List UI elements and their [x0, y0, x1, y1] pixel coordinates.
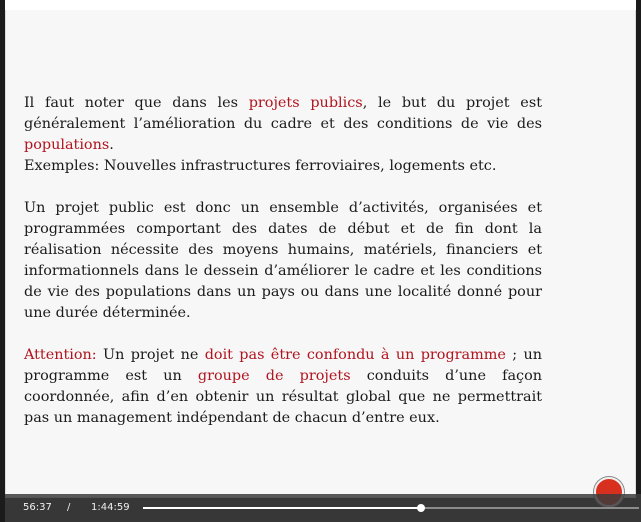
highlight-projets-publics: projets publics	[248, 95, 363, 111]
text: , le but du projet est généralement l’amélioration du cadre et des conditions de vie des	[24, 95, 542, 132]
progress-handle[interactable]	[417, 504, 425, 512]
paragraph-attention	[24, 345, 542, 429]
progress-track[interactable]	[143, 507, 639, 509]
current-time: 56:37	[23, 502, 52, 513]
text: Il faut noter que dans les	[24, 95, 249, 111]
player-controls	[5, 494, 641, 522]
slide-top-strip	[5, 0, 636, 10]
highlight-groupe-projets: groupe de projets	[197, 368, 351, 384]
examples-line: Exemples: Nouvelles infrastructures ferroviaires, logements etc.	[24, 158, 497, 174]
text: .	[109, 137, 114, 153]
text: ; un programme est un	[24, 347, 542, 384]
text: Un projet ne	[96, 347, 205, 363]
text: conduits d’une façon coordonnée, afin d’en obtenir un résultat global que ne permettrait pas un management indépendant de chacun d’entre eux.	[24, 368, 543, 426]
highlight-populations: populations	[24, 137, 110, 153]
paragraph-projets-publics	[24, 93, 542, 177]
highlight-programme: doit pas être confondu à un programme	[204, 347, 506, 363]
time-separator: /	[67, 502, 71, 513]
attention-label: Attention:	[24, 347, 97, 363]
progress-fill	[143, 507, 421, 509]
paragraph-definition: Un projet public est donc un ensemble d’activités, organisées et programmées comportant des dates de début et de fin dont la réalisation nécessite des moyens humains, matériels, financiers et informationnels dans le dessein d’améliorer le cadre et les conditions de vie des populations dans un pays ou dans une localité donné pour une durée déterminée.	[24, 200, 542, 321]
slide	[5, 0, 636, 498]
total-time: 1:44:59	[91, 502, 130, 513]
